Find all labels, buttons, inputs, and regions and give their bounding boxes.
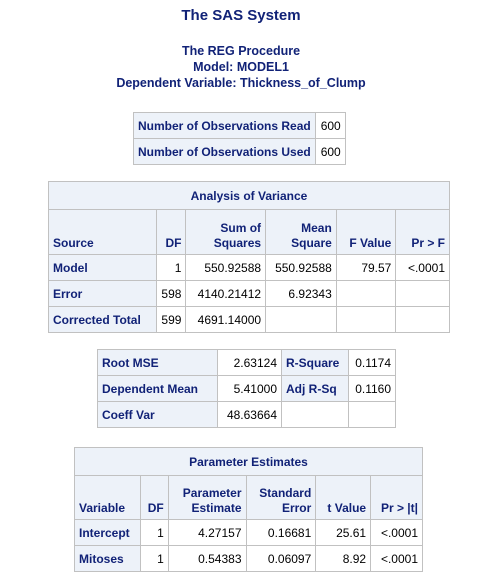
anova-table — [48, 181, 450, 333]
cell: 600 — [315, 139, 345, 165]
parameter-estimates-table — [74, 447, 423, 572]
table-caption: Analysis of Variance — [49, 182, 450, 210]
column-header: t Value — [316, 476, 371, 520]
cell: 600 — [315, 113, 345, 139]
empty-cell — [282, 402, 349, 428]
cell: 0.1160 — [349, 376, 396, 402]
table-header-row — [75, 476, 423, 520]
cell: <.0001 — [396, 255, 450, 281]
procedure-name: The REG Procedure — [181, 44, 301, 58]
table-row — [134, 139, 346, 165]
cell — [266, 307, 337, 333]
column-header: DF — [140, 476, 168, 520]
row-header: Mitoses — [75, 546, 141, 572]
cell: 0.1174 — [349, 350, 396, 376]
cell — [336, 281, 396, 307]
cell: 4140.21412 — [186, 281, 266, 307]
cell: <.0001 — [371, 546, 423, 572]
cell — [396, 281, 450, 307]
fit-statistics-table — [97, 349, 396, 428]
procedure-subtitles — [0, 43, 482, 91]
column-header: Parameter Estimate — [168, 476, 246, 520]
cell: 5.41000 — [218, 376, 282, 402]
cell — [336, 307, 396, 333]
cell: 1 — [140, 546, 168, 572]
cell: 550.92588 — [186, 255, 266, 281]
row-header: Intercept — [75, 520, 141, 546]
column-header: Mean Square — [266, 210, 337, 255]
table-caption: Parameter Estimates — [75, 448, 423, 476]
table-row — [98, 402, 396, 428]
cell: 599 — [157, 307, 186, 333]
table-row — [98, 350, 396, 376]
table-row — [98, 376, 396, 402]
cell: 0.06097 — [246, 546, 316, 572]
observations-table — [133, 112, 346, 165]
row-header: Model — [49, 255, 157, 281]
empty-cell — [349, 402, 396, 428]
column-header: F Value — [336, 210, 396, 255]
row-header: R-Square — [282, 350, 349, 376]
table-caption-row — [49, 182, 450, 210]
cell: 4.27157 — [168, 520, 246, 546]
column-header: Variable — [75, 476, 141, 520]
cell: 4691.14000 — [186, 307, 266, 333]
table-header-row — [49, 210, 450, 255]
column-header: Sum of Squares — [186, 210, 266, 255]
row-header: Corrected Total — [49, 307, 157, 333]
page-title: The SAS System — [181, 7, 301, 24]
cell: <.0001 — [371, 520, 423, 546]
column-header: Standard Error — [246, 476, 316, 520]
cell: 25.61 — [316, 520, 371, 546]
cell: 550.92588 — [266, 255, 337, 281]
row-header: Number of Observations Used — [134, 139, 316, 165]
model-name: Model: MODEL1 — [193, 60, 289, 74]
column-header: Pr > |t| — [371, 476, 423, 520]
table-row — [134, 113, 346, 139]
cell: 1 — [140, 520, 168, 546]
cell: 2.63124 — [218, 350, 282, 376]
row-header: Adj R-Sq — [282, 376, 349, 402]
row-header: Coeff Var — [98, 402, 218, 428]
cell: 0.16681 — [246, 520, 316, 546]
cell: 1 — [157, 255, 186, 281]
cell: 79.57 — [336, 255, 396, 281]
column-header: Source — [49, 210, 157, 255]
table-caption-row — [75, 448, 423, 476]
cell: 0.54383 — [168, 546, 246, 572]
row-header: Number of Observations Read — [134, 113, 316, 139]
table-row — [49, 307, 450, 333]
cell — [396, 307, 450, 333]
cell: 6.92343 — [266, 281, 337, 307]
table-row — [75, 520, 423, 546]
cell: 8.92 — [316, 546, 371, 572]
table-row — [49, 281, 450, 307]
table-row — [49, 255, 450, 281]
cell: 48.63664 — [218, 402, 282, 428]
dependent-variable: Dependent Variable: Thickness_of_Clump — [116, 76, 366, 90]
row-header: Error — [49, 281, 157, 307]
table-row — [75, 546, 423, 572]
column-header: DF — [157, 210, 186, 255]
row-header: Dependent Mean — [98, 376, 218, 402]
row-header: Root MSE — [98, 350, 218, 376]
cell: 598 — [157, 281, 186, 307]
column-header: Pr > F — [396, 210, 450, 255]
